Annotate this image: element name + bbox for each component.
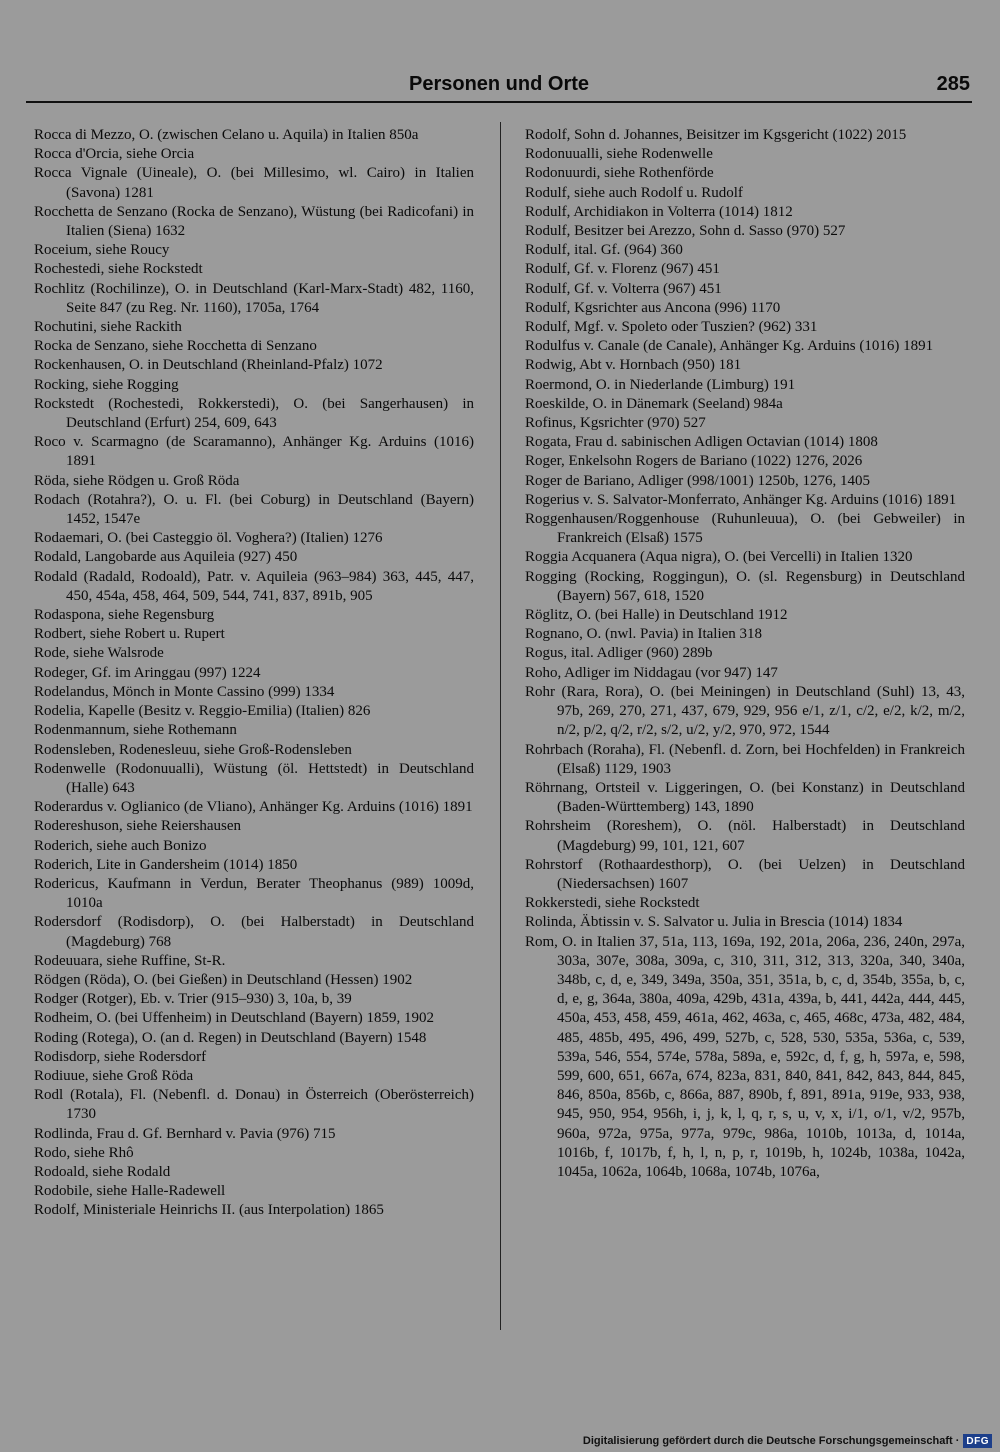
index-entry: Rohr (Rara, Rora), O. (bei Meiningen) in Deutschland (Suhl) 13, 43, 97b, 269, 270, 271, 437, 679, 929, 956 e/1, z/1, c/2, e/2, k/2, m/2, n/2, p/2, q/2, r/2, s/2, u/2, y/2, 970, 972, 1544 [525,683,965,739]
index-entry: Rodulf, siehe auch Rodolf u. Rudolf [525,184,743,201]
index-entry: Roger, Enkelsohn Rogers de Bariano (1022) 1276, 2026 [525,453,863,470]
index-entry: Rockenhausen, O. in Deutschland (Rheinland-Pfalz) 1072 [34,357,383,374]
header-rule [26,101,972,103]
index-entry: Rodersdorf (Rodisdorp), O. (bei Halberstadt) in Deutschland (Magdeburg) 768 [34,914,474,950]
index-entry: Rodald (Radald, Rodoald), Patr. v. Aquileia (963–984) 363, 445, 447, 450, 454a, 458, 464, 509, 544, 741, 837, 891b, 905 [34,568,474,604]
index-entry: Rodoald, siehe Rodald [34,1163,171,1180]
index-entry: Rodaspona, siehe Regensburg [34,607,215,624]
index-entry: Rolinda, Äbtissin v. S. Salvator u. Julia in Brescia (1014) 1834 [525,914,903,931]
index-entry: Rohrstorf (Rothaardesthorp), O. (bei Uelzen) in Deutschland (Niedersachsen) 1607 [525,856,965,892]
index-entry: Rocking, siehe Rogging [34,376,179,393]
index-entry: Rogging (Rocking, Roggingun), O. (sl. Regensburg) in Deutschland (Bayern) 567, 618, 1520 [525,568,965,604]
index-entry: Rodereshuson, siehe Reiershausen [34,818,242,835]
index-entry: Rocca Vignale (Uineale), O. (bei Millesimo, wl. Cairo) in Italien (Savona) 1281 [34,165,474,201]
index-entry: Rocca d'Orcia, siehe Orcia [34,146,195,163]
index-entry: Rodulf, ital. Gf. (964) 360 [525,242,683,259]
index-entry: Rodo, siehe Rhô [34,1144,134,1161]
index-entry: Rogus, ital. Adliger (960) 289b [525,645,713,662]
index-entry: Rofinus, Kgsrichter (970) 527 [525,415,706,432]
index-entry: Rodwig, Abt v. Hornbach (950) 181 [525,357,742,374]
index-entry: Rogerius v. S. Salvator-Monferrato, Anhänger Kg. Arduins (1016) 1891 [525,491,957,508]
index-entry: Rochutini, siehe Rackith [34,319,182,336]
index-entry: Rockstedt (Rochestedi, Rokkerstedi), O. (bei Sangerhausen) in Deutschland (Erfurt) 254, 609, 643 [34,395,474,432]
index-entry: Rodulf, Besitzer bei Arezzo, Sohn d. Sasso (970) 527 [525,223,846,240]
index-entry: Rodericus, Kaufmann in Verdun, Berater Theophanus (989) 1009d, 1010a [34,875,474,912]
index-column-right [525,126,965,1182]
index-entry: Roho, Adliger im Niddagau (vor 947) 147 [525,664,778,681]
index-entry: Roermond, O. in Niederlande (Limburg) 191 [525,376,796,393]
index-entry: Rodbert, siehe Robert u. Rupert [34,626,225,643]
index-entry: Roderich, Lite in Gandersheim (1014) 1850 [34,856,298,873]
index-entry: Rom, O. in Italien 37, 51a, 113, 169a, 192, 201a, 206a, 236, 240n, 297a, 303a, 307e, 308a, 309a, c, 310, 311, 312, 313, 320a, 340, 340a, 348b, c, d, e, 349, 349a, 350a, 351, 351a, b, c, d, 354b, 355a, b, c, d, e, g, 364a, 380a, 409a, 429b, 431a, 439a, b, 441, 442a, 444, 445, 450a, 453, 458, 459, 461a, 462, 463a, c, 465, 468c, 473a, 482, 484, 485, 485b, 495, 496, 499, 527b, c, 528, 530, 535a, 536a, c, 539, 539a, 546, 554, 574e, 578a, 589a, e, 592c, d, f, g, h, 597a, e, 598, 599, 600, 651, 667a, 674, 823a, 831, 840, 841, 842, 843, 844, 845, 846, 850a, 856b, c, 866a, 887, 890b, f, 891, 891a, 919e, 933, 938, 945, 950, 954, 956h, i, j, k, l, q, r, s, u, v, x, i/1, o/1, v/2, 957b, 960a, 972a, 975a, 977a, 979c, 986a, 1010b, 1013a, d, 1014a, 1016b, f, 1017b, f, h, l, n, p, r, 1019b, h, 1024b, 1038a, 1042a, 1045a, 1062a, 1064b, 1068a, 1074b, 1076a, [525,933,965,1180]
index-entry: Rodheim, O. (bei Uffenheim) in Deutschland (Bayern) 1859, 1902 [34,1010,435,1027]
index-entry: Rohrsheim (Roreshem), O. (nöl. Halberstadt) in Deutschland (Magdeburg) 99, 101, 121, 607 [525,818,965,854]
column-divider [500,122,501,1330]
index-entry: Rodelia, Kapelle (Besitz v. Reggio-Emilia) (Italien) 826 [34,703,371,720]
index-entry: Röda, siehe Rödgen u. Groß Röda [34,472,240,489]
index-entry: Röhrnang, Ortsteil v. Liggeringen, O. (bei Konstanz) in Deutschland (Baden-Württemberg) 143, 1890 [525,779,965,816]
index-entry: Rodiuue, siehe Groß Röda [34,1067,194,1084]
index-entry: Rokkerstedi, siehe Rockstedt [525,895,700,912]
page-title: Personen und Orte [408,73,590,95]
index-entry: Rodulf, Gf. v. Florenz (967) 451 [525,261,720,278]
index-entry: Rodolf, Ministeriale Heinrichs II. (aus Interpolation) 1865 [34,1202,384,1219]
index-entry: Roceium, siehe Roucy [34,242,170,259]
index-entry: Rocca di Mezzo, O. (zwischen Celano u. Aquila) in Italien 850a [34,127,419,143]
index-entry: Rodenmannum, siehe Rothemann [34,722,237,739]
index-entry: Roger de Bariano, Adliger (998/1001) 1250b, 1276, 1405 [525,472,870,489]
index-entry: Rodulf, Archidiakon in Volterra (1014) 1812 [525,203,793,220]
index-entry: Rohrbach (Roraha), Fl. (Nebenfl. d. Zorn, bei Hochfelden) in Frankreich (Elsaß) 1129, 1903 [525,741,965,777]
index-entry: Rocka de Senzano, siehe Rocchetta di Senzano [34,338,317,355]
index-entry: Rodeuuara, siehe Ruffine, St-R. [34,952,226,969]
index-entry: Rodach (Rotahra?), O. u. Fl. (bei Coburg) in Deutschland (Bayern) 1452, 1547e [34,491,474,528]
page-header [28,72,970,102]
index-entry: Rodeger, Gf. im Aringgau (997) 1224 [34,664,261,681]
index-entry: Rodulf, Mgf. v. Spoleto oder Tuszien? (962) 331 [525,319,818,336]
index-entry: Rodonuurdi, siehe Rothenförde [525,165,714,182]
index-entry: Rodald, Langobarde aus Aquileia (927) 450 [34,549,298,566]
index-entry: Rodisdorp, siehe Rodersdorf [34,1048,207,1065]
index-entry: Rodolf, Sohn d. Johannes, Beisitzer im Kgsgericht (1022) 2015 [525,127,907,143]
index-entry: Röglitz, O. (bei Halle) in Deutschland 1912 [525,607,788,624]
index-entry: Rodelandus, Mönch in Monte Cassino (999) 1334 [34,683,335,700]
index-entry: Rodulf, Kgsrichter aus Ancona (996) 1170 [525,299,781,316]
dfg-logo-icon: DFG [963,1434,992,1448]
index-entry: Roggia Acquanera (Aqua nigra), O. (bei Vercelli) in Italien 1320 [525,549,913,566]
index-entry: Rodensleben, Rodenesleuu, siehe Groß-Rodensleben [34,741,352,758]
index-entry: Rogata, Frau d. sabinischen Adligen Octavian (1014) 1808 [525,434,878,451]
index-entry: Rodlinda, Frau d. Gf. Bernhard v. Pavia (976) 715 [34,1125,336,1142]
index-entry: Rodaemari, O. (bei Casteggio öl. Voghera?) (Italien) 1276 [34,530,383,547]
index-entry: Rode, siehe Walsrode [34,645,164,662]
page-number: 285 [936,73,970,95]
page-footer [583,1434,992,1448]
index-entry: Roggenhausen/Roggenhouse (Ruhunleuua), O. (bei Gebweiler) in Frankreich (Elsaß) 1575 [525,511,965,547]
index-entry: Roco v. Scarmagno (de Scaramanno), Anhänger Kg. Arduins (1016) 1891 [34,434,474,470]
index-entry: Rochlitz (Rochilinze), O. in Deutschland (Karl-Marx-Stadt) 482, 1160, Seite 847 (zu Reg. Nr. 1160), 1705a, 1764 [34,280,474,316]
index-entry: Rodger (Rotger), Eb. v. Trier (915–930) 3, 10a, b, 39 [34,991,352,1008]
index-entry: Roding (Rotega), O. (an d. Regen) in Deutschland (Bayern) 1548 [34,1029,427,1046]
index-entry: Rodobile, siehe Halle-Radewell [34,1183,226,1200]
index-entry: Roderardus v. Oglianico (de Vliano), Anhänger Kg. Arduins (1016) 1891 [34,799,473,816]
index-entry: Rodonuualli, siehe Rodenwelle [525,146,713,163]
index-entry: Rognano, O. (nwl. Pavia) in Italien 318 [525,626,763,643]
index-entry: Rodulfus v. Canale (de Canale), Anhänger Kg. Arduins (1016) 1891 [525,338,934,355]
index-entry: Rödgen (Röda), O. (bei Gießen) in Deutschland (Hessen) 1902 [34,971,413,988]
index-entry: Rocchetta de Senzano (Rocka de Senzano), Wüstung (bei Radicofani) in Italien (Siena) 1632 [34,203,474,240]
index-column-left [34,126,474,1221]
index-entry: Rochestedi, siehe Rockstedt [34,261,203,278]
footer-credit: Digitalisierung gefördert durch die Deutsche Forschungsgemeinschaft · [582,1435,960,1447]
index-entry: Roeskilde, O. in Dänemark (Seeland) 984a [525,395,783,412]
index-entry: Rodenwelle (Rodonuualli), Wüstung (öl. Hettstedt) in Deutschland (Halle) 643 [34,760,474,796]
index-entry: Roderich, siehe auch Bonizo [34,837,207,854]
index-entry: Rodl (Rotala), Fl. (Nebenfl. d. Donau) in Österreich (Oberösterreich) 1730 [34,1087,474,1123]
index-entry: Rodulf, Gf. v. Volterra (967) 451 [525,280,722,297]
